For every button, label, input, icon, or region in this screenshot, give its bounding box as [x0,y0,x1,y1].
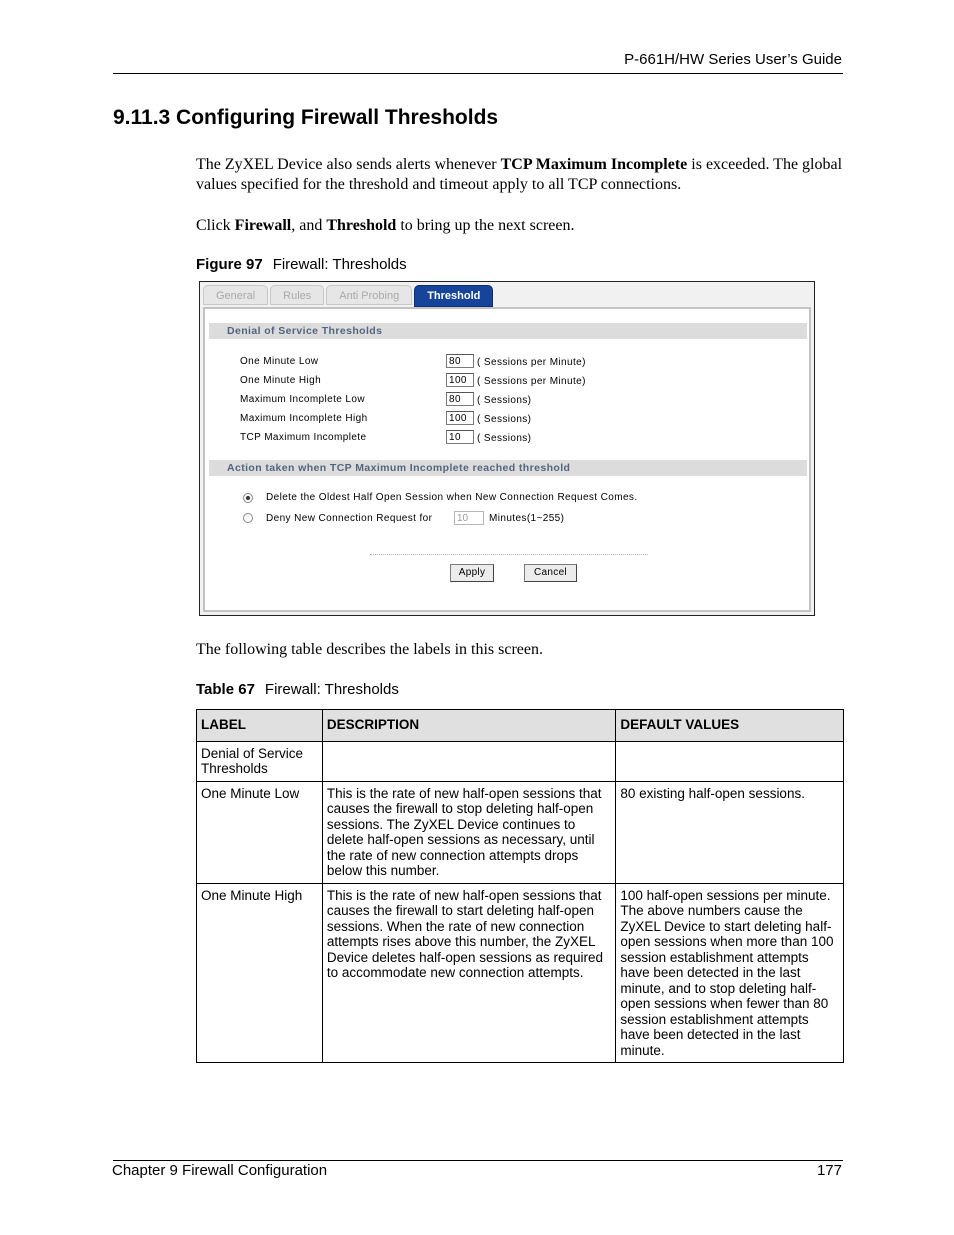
description-table [196,709,844,1063]
table-intro-paragraph: The following table describes the labels in this screen. [196,641,544,658]
row-one-minute-high [240,373,800,389]
field-label: One Minute Low [240,356,319,367]
footer-chapter: Chapter 9 Firewall Configuration [112,1162,328,1179]
deny-minutes-unit: Minutes(1~255) [489,513,565,524]
figure-caption-text: Firewall: Thresholds [272,256,407,273]
one-minute-high-input[interactable]: 100 [446,373,474,387]
cell-description: This is the rate of new half-open sessions that causes the firewall to stop deleting half-open sessions. The ZyXEL Device continues to delete half-open sessions as necessary, until the rate of new connection attempts drops below this number. [322,781,615,883]
row-tcp-max-incomplete [240,430,800,446]
row-one-minute-low [240,354,800,370]
deny-new-radio[interactable] [243,513,253,523]
header-description: DESCRIPTION [322,710,615,742]
cell-default: 80 existing half-open sessions. [616,781,844,883]
delete-oldest-label: Delete the Oldest Half Open Session when New Connection Request Comes. [266,492,638,503]
header-label: LABEL [197,710,323,742]
tcp-max-incomplete-input[interactable]: 10 [446,430,474,444]
field-label: Maximum Incomplete Low [240,394,365,405]
table-header-row [197,710,844,742]
table-label: Table 67 [196,681,255,698]
intro-paragraph [196,155,846,195]
cell-label: Denial of Service Thresholds [197,741,323,781]
cell-label: One Minute High [197,883,323,1063]
row-max-incomplete-low [240,392,800,408]
field-unit: ( Sessions) [477,414,532,425]
tab-threshold[interactable]: Threshold [414,285,493,307]
instruction-paragraph [196,216,846,236]
cell-description: This is the rate of new half-open sessions that causes the firewall to start deleting half-open sessions. When the rate of new connection attempts rises above this number, the ZyXEL Device deletes half-open sessions as required to accommodate new connection attempts. [322,883,615,1063]
one-minute-low-input[interactable]: 80 [446,354,474,368]
field-label: TCP Maximum Incomplete [240,432,367,443]
tab-bar [203,285,495,307]
figure-caption [196,256,407,273]
deny-new-label: Deny New Connection Request for [266,513,433,524]
footer-rule [113,1160,843,1161]
field-unit: ( Sessions) [477,433,532,444]
header-default-values: DEFAULT VALUES [616,710,844,742]
max-incomplete-high-input[interactable]: 100 [446,411,474,425]
table-row [197,741,844,781]
text-span: is exceeded. The global values specified for the threshold and timeout apply to all TCP connections. [196,156,843,193]
cell-description [322,741,615,781]
text-span: Click [196,217,235,234]
table-caption [196,681,399,698]
delete-oldest-radio[interactable] [243,493,253,503]
cell-label: One Minute Low [197,781,323,883]
field-unit: ( Sessions) [477,395,532,406]
text-span: The ZyXEL Device also sends alerts whenever [196,156,501,173]
row-max-incomplete-high [240,411,800,427]
apply-button[interactable]: Apply [450,564,494,582]
table-caption-text: Firewall: Thresholds [264,681,399,698]
text-span: , and [291,217,327,234]
table-row [197,883,844,1063]
text-span: to bring up the next screen. [396,217,575,234]
firewall-threshold-screenshot [199,281,815,616]
deny-minutes-input[interactable]: 10 [454,511,484,525]
cancel-button[interactable]: Cancel [524,564,577,582]
running-header: P-661H/HW Series User’s Guide [624,51,842,68]
dos-section-header: Denial of Service Thresholds [209,323,807,339]
table-row [197,781,844,883]
header-rule [113,73,843,74]
figure-label: Figure 97 [196,256,263,273]
bold-term: TCP Maximum Incomplete [500,156,688,173]
max-incomplete-low-input[interactable]: 80 [446,392,474,406]
tab-rules[interactable]: Rules [270,285,324,305]
page-number: 177 [816,1162,842,1179]
field-label: One Minute High [240,375,322,386]
section-title: 9.11.3 Configuring Firewall Thresholds [113,106,499,129]
threshold-panel [203,307,811,612]
bold-term: Firewall [234,217,292,234]
cell-default: 100 half-open sessions per minute. The above numbers cause the ZyXEL Device to start deleting half-open sessions when more than 100 session establishment attempts have been detected in the last minute, and to stop deleting half-open sessions when fewer than 80 session establishment attempts have been detected in the last minute. [616,883,844,1063]
tab-general[interactable]: General [203,285,268,305]
field-label: Maximum Incomplete High [240,413,368,424]
bold-term: Threshold [326,217,397,234]
divider [370,554,648,555]
action-section-header: Action taken when TCP Maximum Incomplete reached threshold [209,460,807,476]
field-unit: ( Sessions per Minute) [477,357,586,368]
tab-anti-probing[interactable]: Anti Probing [326,285,412,305]
field-unit: ( Sessions per Minute) [477,376,586,387]
cell-default [616,741,844,781]
